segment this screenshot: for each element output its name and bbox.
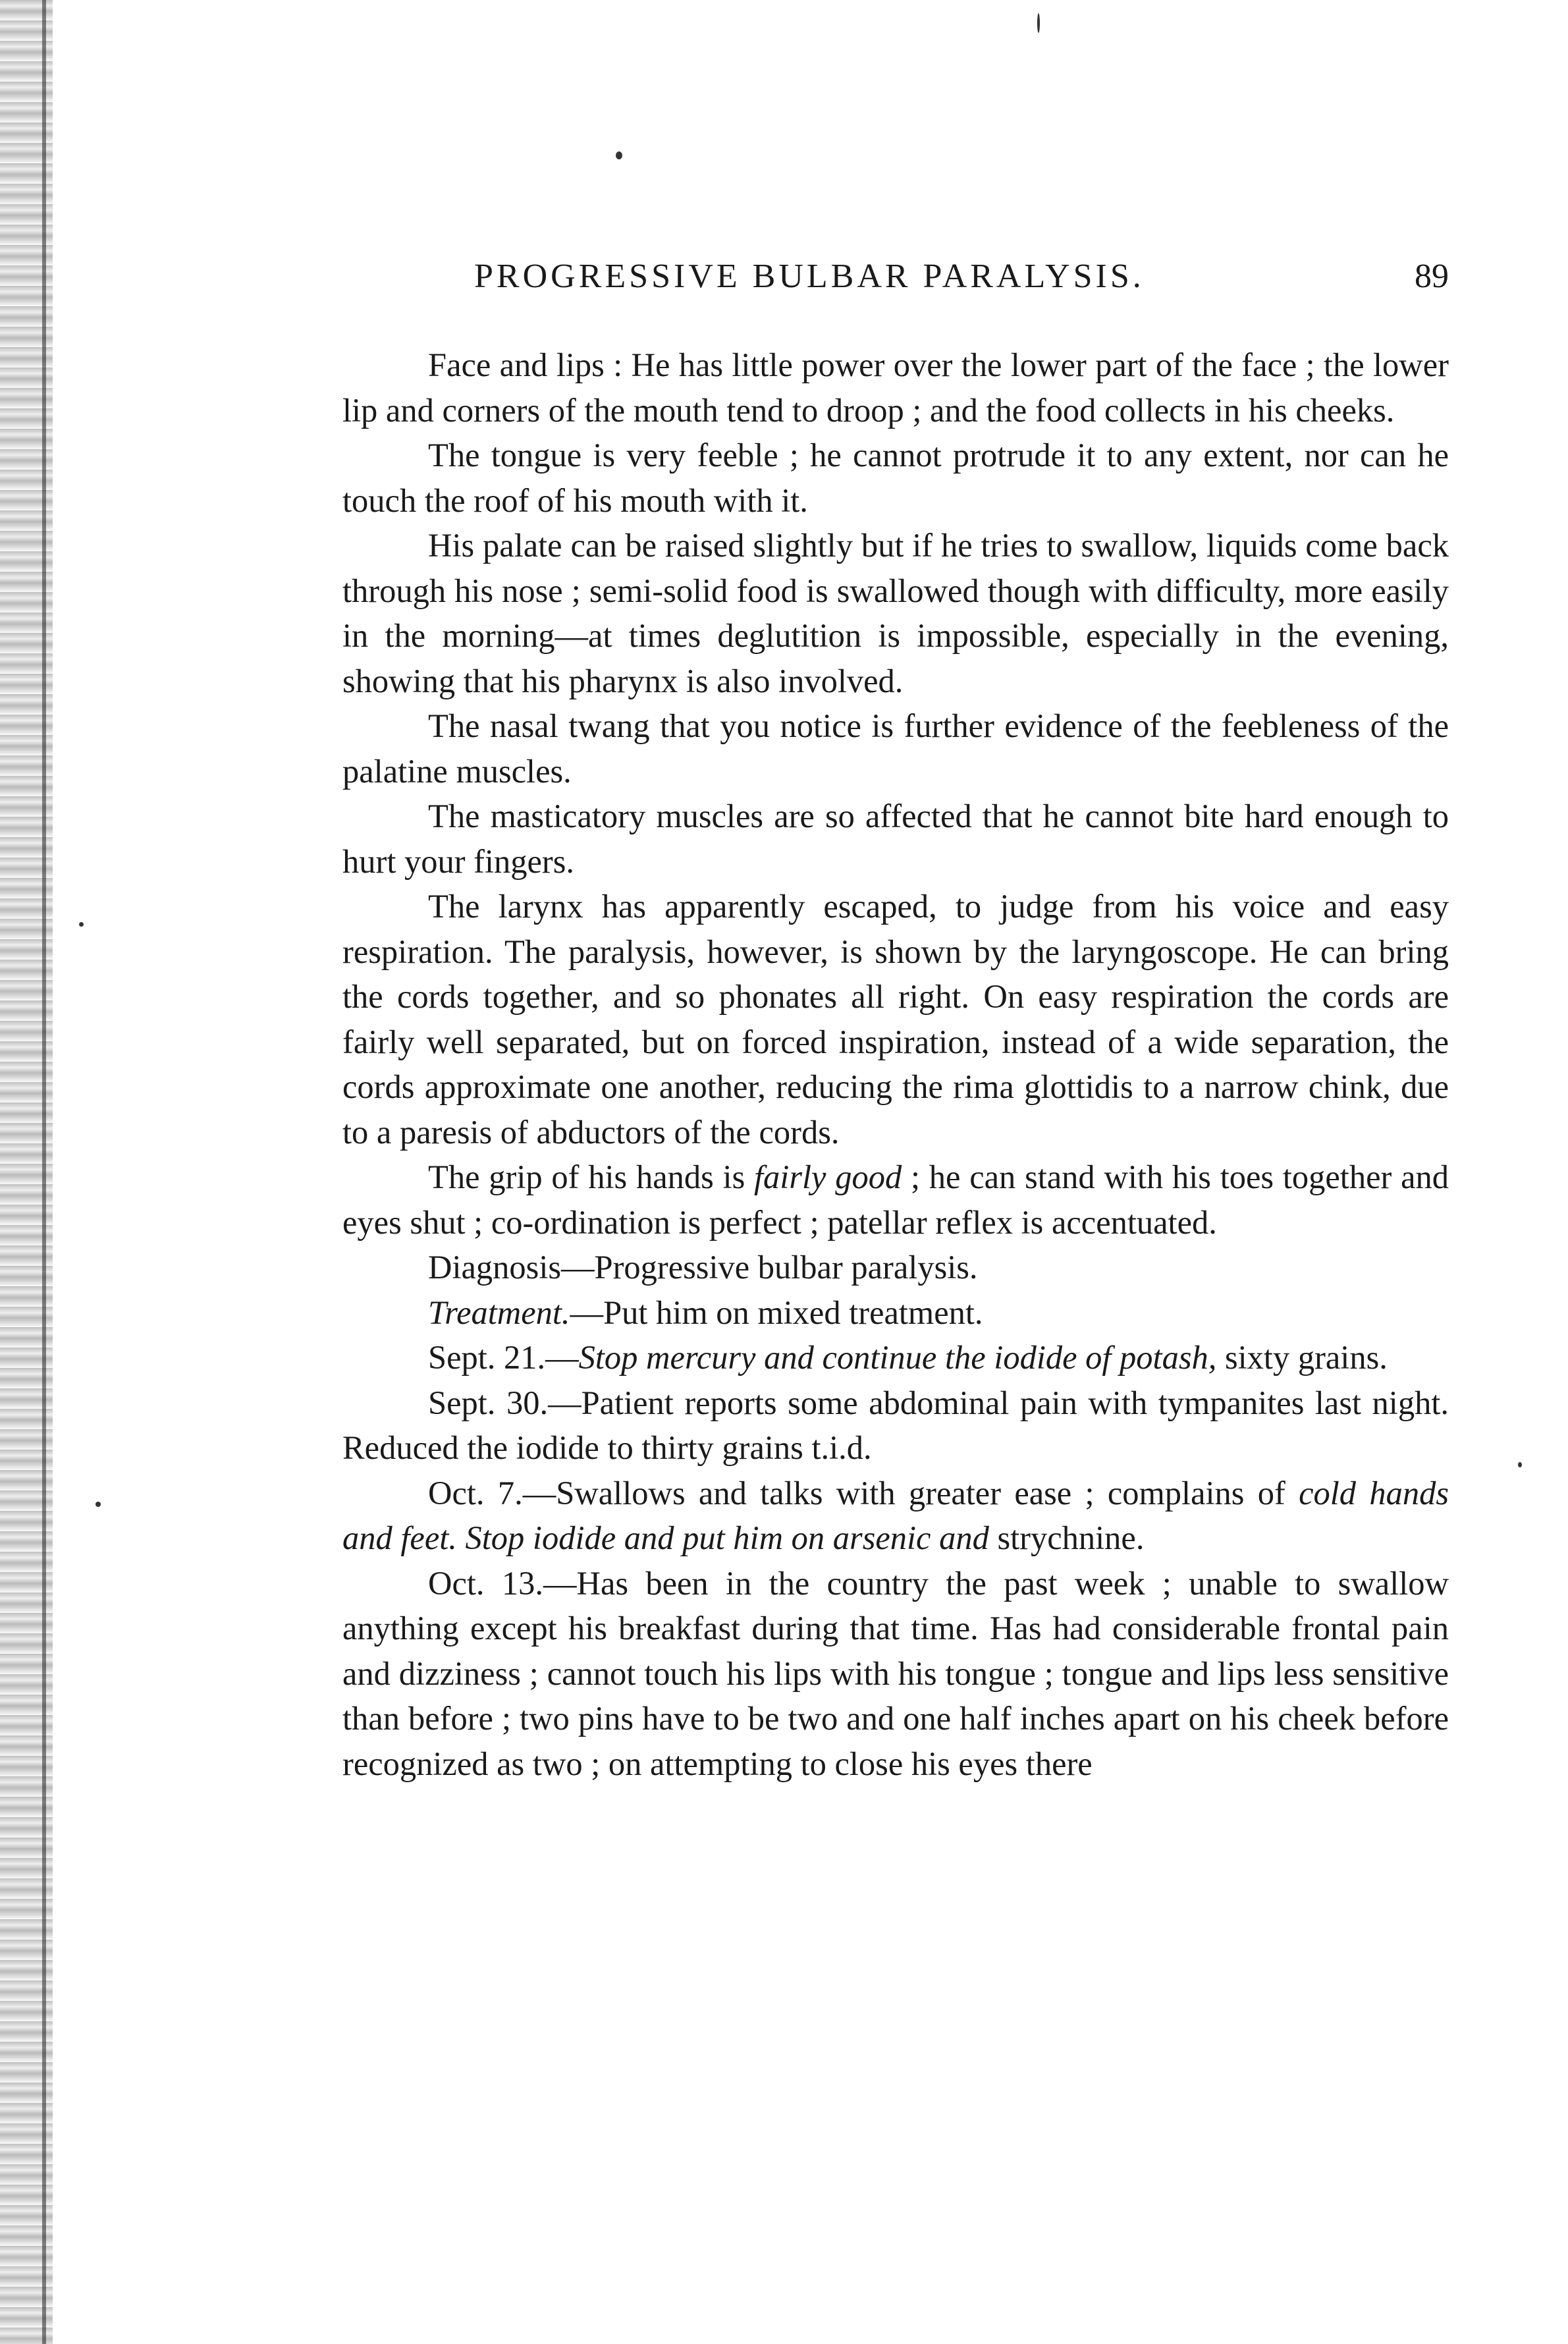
page-number: 89 bbox=[1415, 258, 1449, 295]
page-header bbox=[329, 257, 1449, 310]
paragraph-text: His palate can be raised slightly but if he tries to swallow, liquids come back through his nose ; semi-solid food is swallowed though with difficulty, more easily in the morning—at times deglutition is impossible, especially in the evening, showing that his pharynx is also involved. bbox=[342, 527, 1449, 699]
paragraph-text: The masticatory muscles are so affected that he cannot bite hard enough to hurt your fingers. bbox=[342, 798, 1449, 880]
paragraph bbox=[342, 794, 1449, 884]
paragraph bbox=[342, 1471, 1449, 1561]
paragraph-italic: cold hands and feet. Stop iodide and put him on arsenic and bbox=[342, 1474, 1449, 1556]
paragraph-text: The tongue is very feeble ; he cannot protrude it to any extent, nor can he touch the roof of his mouth with it. bbox=[342, 437, 1449, 519]
paragraph bbox=[342, 523, 1449, 703]
scan-speck bbox=[1037, 13, 1040, 33]
scan-speck bbox=[79, 922, 84, 927]
paragraph-text: sixty grains. bbox=[1216, 1339, 1388, 1376]
paragraph bbox=[342, 1155, 1449, 1245]
paragraph-text: Sept. 30.—Patient reports some abdominal pain with tympanites last night. Reduced the iodide to thirty grains t.i.d. bbox=[342, 1384, 1449, 1466]
paragraph bbox=[342, 1335, 1449, 1380]
paragraph bbox=[342, 1380, 1449, 1471]
scan-binding-line bbox=[42, 0, 46, 2344]
paragraph-text: ; he can stand with his toes together and eyes shut ; co-ordination is perfect ; patellar reflex is accentuated. bbox=[342, 1158, 1449, 1241]
paragraph bbox=[342, 1245, 1449, 1290]
paragraph-lead: Sept. 21.— bbox=[428, 1339, 579, 1376]
scan-speck bbox=[95, 1502, 101, 1507]
paragraph bbox=[342, 703, 1449, 794]
paragraph bbox=[342, 884, 1449, 1155]
paragraph-text: —Put him on mixed treatment. bbox=[570, 1294, 983, 1331]
paragraph-text: The nasal twang that you notice is further evidence of the feebleness of the palatine muscles. bbox=[342, 707, 1449, 790]
paragraph bbox=[342, 1561, 1449, 1787]
paragraph-text: Diagnosis—Progressive bulbar paralysis. bbox=[428, 1249, 978, 1286]
paragraph-text: strychnine. bbox=[988, 1519, 1145, 1556]
paragraph-italic: Stop mercury and continue the iodide of potash, bbox=[578, 1339, 1217, 1376]
paragraph-lead: Oct. 7.—Swallows and talks with greater ease ; complains of bbox=[428, 1474, 1299, 1512]
paragraph-text: The larynx has apparently escaped, to judge from his voice and easy respiration. The paralysis, however, is shown by the laryngoscope. He can bring the cords together, and so phonates all right. On easy respiration the cords are fairly well separated, but on forced inspiration, instead of a wide separation, the cords approximate one another, reducing the rima glottidis to a narrow chink, due to a paresis of abductors of the cords. bbox=[342, 888, 1449, 1151]
paragraph-italic: Treatment. bbox=[428, 1294, 570, 1331]
scan-speck bbox=[1518, 1462, 1522, 1467]
paragraph bbox=[342, 342, 1449, 433]
running-title: PROGRESSIVE BULBAR PARALYSIS. bbox=[474, 258, 1145, 295]
paragraph bbox=[342, 433, 1449, 523]
body-text bbox=[342, 342, 1449, 1786]
paragraph bbox=[342, 1290, 1449, 1336]
paragraph-lead: The grip of his hands is bbox=[428, 1158, 755, 1195]
paragraph-text: Oct. 13.—Has been in the country the past week ; unable to swallow anything except his breakfast during that time. Has had considerable frontal pain and dizziness ; cannot touch his lips with his tongue ; tongue and lips less sensitive than before ; two pins have to be two and one half inches apart on his cheek before recognized as two ; on attempting to close his eyes there bbox=[342, 1564, 1449, 1782]
scan-speck bbox=[616, 151, 622, 159]
paragraph-italic: fairly good bbox=[754, 1158, 902, 1195]
paragraph-text: Face and lips : He has little power over the lower part of the face ; the lower lip and corners of the mouth tend to droop ; and the food collects in his cheeks. bbox=[342, 346, 1449, 429]
